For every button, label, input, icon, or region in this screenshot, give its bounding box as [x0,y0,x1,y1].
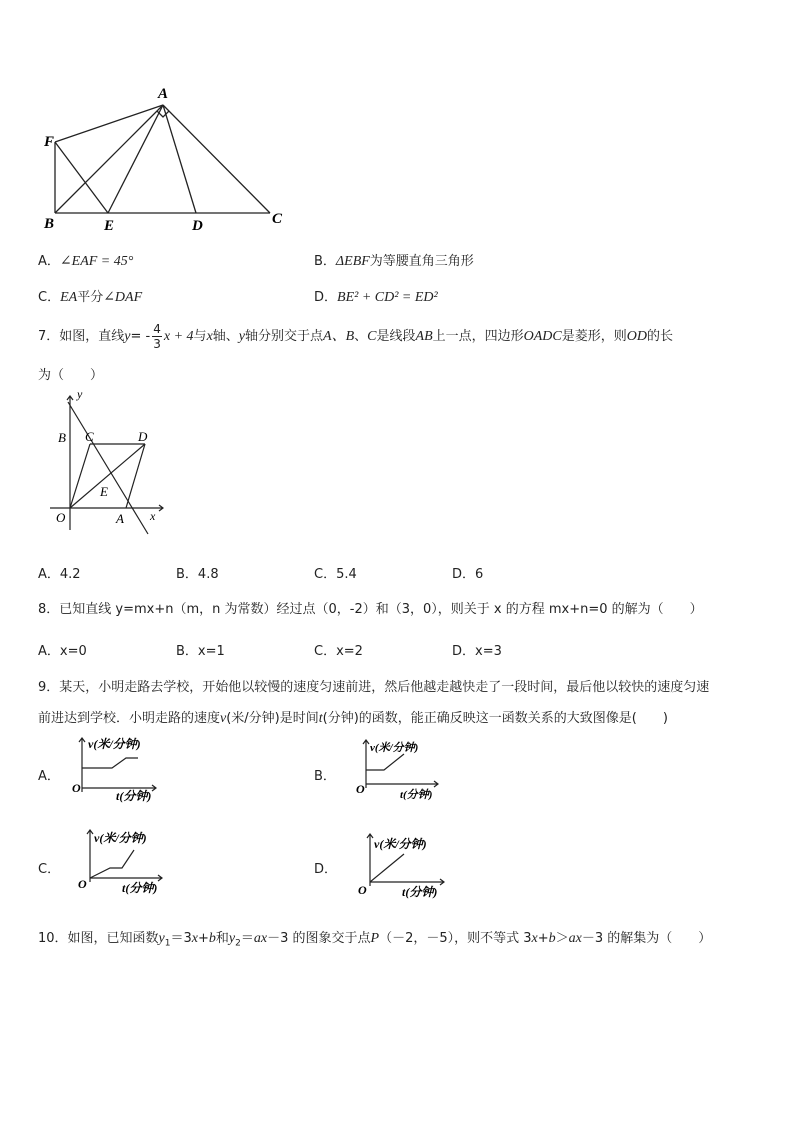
origin-label: O [78,877,87,891]
label-y-axis: y [77,390,83,401]
origin-label: O [72,781,81,795]
t-label: t(分钟) [402,885,438,899]
q7-option-d[interactable]: D．6 [452,567,484,582]
v-label: v(米/分钟) [370,742,419,754]
label-d: D [192,218,203,234]
v-label: v(米/分钟) [94,831,147,845]
label-f: F [44,134,55,150]
segment-ba [55,105,163,213]
speed-curve [366,754,404,770]
label-a: A [158,86,169,102]
q9-graph-c[interactable] [74,826,184,898]
t-label: t(分钟) [122,881,158,895]
label-e: E [104,218,115,234]
v-label: v(米/分钟) [88,737,141,751]
q9-option-c-key[interactable]: C． [38,862,61,877]
q8-question: 8．已知直线 y=mx+n（m，n 为常数）经过点（0，-2）和（3，0），则关于 x 的方程 mx+n=0 的解为（ ） [38,602,703,617]
q9-question-line1: 9．某天，小明走路去学校，开始他以较慢的速度匀速前进，然后他越走越快走了一段时间，最后他以较快的速度匀速 [38,680,710,695]
t-label: t(分钟) [400,789,433,801]
q6-option-b[interactable]: B．ΔEBF为等腰直角三角形 [314,254,474,269]
origin-label: O [358,883,367,897]
line-ab [68,402,148,534]
label-e: E [100,484,108,499]
q6-option-c[interactable]: C．EA平分∠DAF [38,290,143,305]
speed-curve [370,854,404,882]
label-a: A [116,511,124,526]
q6-option-d[interactable]: D．BE² + CD² = ED² [314,290,438,305]
q7-question-line1: 7．如图，直线y= - $\frac{4}{3}$ x + 4与x轴、y轴分别交于点A、B、C是线段AB上一点，四边形OADC是菱形，则OD的长 [38,322,674,351]
q9-question-line2: 前进达到学校．小明走路的速度v(米/分钟)是时间t(分钟)的函数，能正确反映这一函数关系的大致图像是( ) [38,711,668,726]
fraction-4-3: $\frac{4}{3}$ [153,322,161,351]
q8-option-b[interactable]: B．x=1 [176,644,225,659]
origin-label: O [356,782,365,796]
label-b: B [44,216,55,232]
q8-option-a[interactable]: A．x=0 [38,644,87,659]
q7-option-b[interactable]: B．4.8 [176,567,219,582]
q7-question-line2: 为（ ） [38,368,104,383]
q9-graph-b[interactable] [354,736,464,806]
q9-option-b-key[interactable]: B． [314,769,336,784]
q10-question: 10．如图，已知函数$y_1=3x+b$和$y_2=ax-3$ 的图象交于点P（－2，－5），则不等式 3x+b＞ax－3 的解集为（ ） [38,931,712,949]
segment-da [126,444,145,508]
segment-oc [70,444,90,508]
label-d: D [138,429,148,444]
label-x-axis: x [150,509,156,523]
q6-option-a[interactable]: A．∠EAF = 45° [38,254,134,269]
speed-curve [82,758,138,768]
q6-triangle-figure [30,80,300,240]
q7-option-a[interactable]: A．4.2 [38,567,81,582]
label-o: O [56,510,66,525]
q7-option-c[interactable]: C．5.4 [314,567,357,582]
speed-curve [90,850,134,878]
q9-option-d-key[interactable]: D． [314,862,338,877]
q8-option-d[interactable]: D．x=3 [452,644,502,659]
q9-graph-a[interactable] [66,734,176,806]
label-c: C [85,429,94,444]
q9-option-a-key[interactable]: A． [38,769,60,784]
segment-fe [55,142,108,213]
label-c: C [272,211,283,227]
t-label: t(分钟) [116,789,152,803]
q7-rhombus-figure [38,390,168,540]
q9-graph-d[interactable] [358,830,468,902]
q8-option-c[interactable]: C．x=2 [314,644,363,659]
label-b: B [58,430,66,445]
v-label: v(米/分钟) [374,837,427,851]
